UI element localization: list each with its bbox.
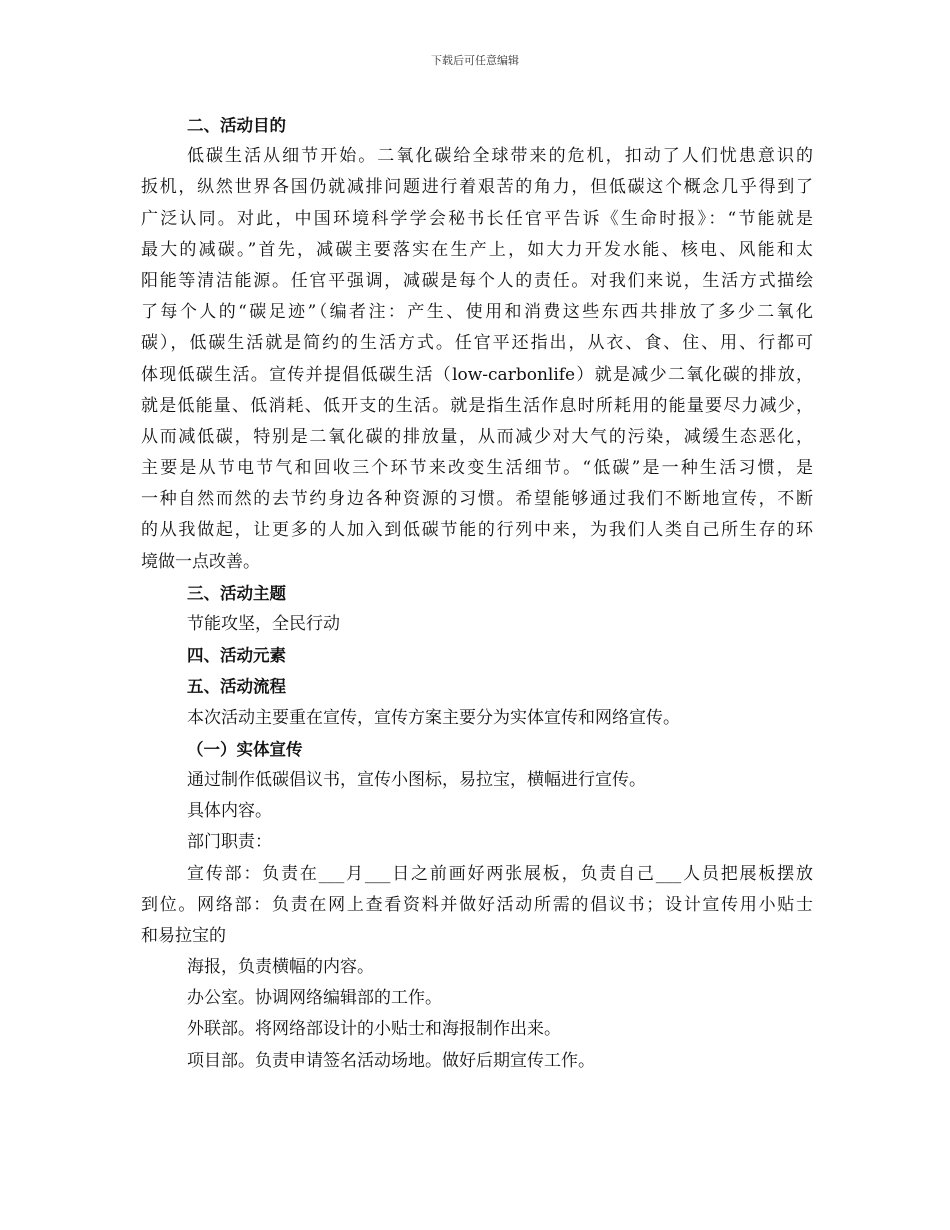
text-line: 从而减低碳，特别是二氧化碳的排放量，从而减少对大气的污染，减缓生态恶化，	[141, 426, 813, 447]
text-line: 碳），低碳生活就是简约的生活方式。任官平还指出，从衣、食、住、用、行都可	[141, 333, 813, 354]
section-heading: （一）实体宣传	[187, 739, 303, 759]
text-line: 的从我做起，让更多的人加入到低碳节能的行列中来，为我们人类自己所生存的环	[141, 520, 813, 541]
text-line: 和易拉宝的	[141, 925, 226, 946]
section-heading: 四、活动元素	[187, 646, 286, 666]
section-heading: 五、活动流程	[187, 677, 286, 697]
header-note: 下载后可任意编辑	[431, 54, 519, 67]
text-line: 体现低碳生活。宣传并提倡低碳生活（low-carbonlife）就是减少二氧化碳的排放，	[141, 364, 813, 385]
text-line: 海报，负责横幅的内容。	[187, 957, 374, 978]
text-line: 境做一点改善。	[141, 551, 260, 572]
text-line: 通过制作低碳倡议书，宣传小图标，易拉宝，横幅进行宣传。	[187, 769, 646, 790]
text-line: 一种自然而然的去节约身边各种资源的习惯。希望能够通过我们不断地宣传，不断	[141, 489, 813, 510]
text-line: 扳机，纵然世界各国仍就减排问题进行着艰苦的角力，但低碳这个概念几乎得到了	[141, 177, 813, 198]
text-line: 广泛认同。对此，中国环境科学学会秘书长任官平告诉《生命时报》：“节能就是	[141, 208, 813, 229]
text-line: 宣传部：负责在___月___日之前画好两张展板，负责自己___人员把展板摆放	[187, 863, 813, 884]
text-line: 了每个人的“碳足迹”（编者注：产生、使用和消费这些东西共排放了多少二氧化	[141, 302, 813, 323]
text-line: 项目部。负责申请签名活动场地。做好后期宣传工作。	[187, 1050, 595, 1071]
text-line: 部门职责：	[187, 832, 272, 853]
text-line: 就是低能量、低消耗、低开支的生活。就是指生活作息时所耗用的能量要尽力减少，	[141, 395, 813, 416]
text-line: 具体内容。	[187, 801, 272, 822]
text-line: 主要是从节电节气和回收三个环节来改变生活细节。“低碳”是一种生活习惯，是	[141, 458, 813, 479]
section-heading: 三、活动主题	[187, 583, 286, 603]
section-heading: 二、活动目的	[187, 116, 286, 135]
document-body	[141, 110, 813, 1077]
text-line: 低碳生活从细节开始。二氧化碳给全球带来的危机，扣动了人们忧患意识的	[187, 146, 813, 167]
text-line: 阳能等清洁能源。任官平强调，减碳是每个人的责任。对我们来说，生活方式描绘	[141, 270, 813, 291]
text-line: 最大的减碳。”首先，减碳主要落实在生产上，如大力开发水能、核电、风能和太	[141, 239, 813, 260]
text-line: 到位。网络部：负责在网上查看资料并做好活动所需的倡议书；设计宣传用小贴士	[141, 894, 813, 915]
text-line: 本次活动主要重在宣传，宣传方案主要分为实体宣传和网络宣传。	[187, 707, 680, 728]
text-line: 办公室。协调网络编辑部的工作。	[187, 988, 442, 1009]
text-line: 节能攻坚，全民行动	[187, 614, 340, 634]
text-line: 外联部。将网络部设计的小贴士和海报制作出来。	[187, 1019, 561, 1040]
